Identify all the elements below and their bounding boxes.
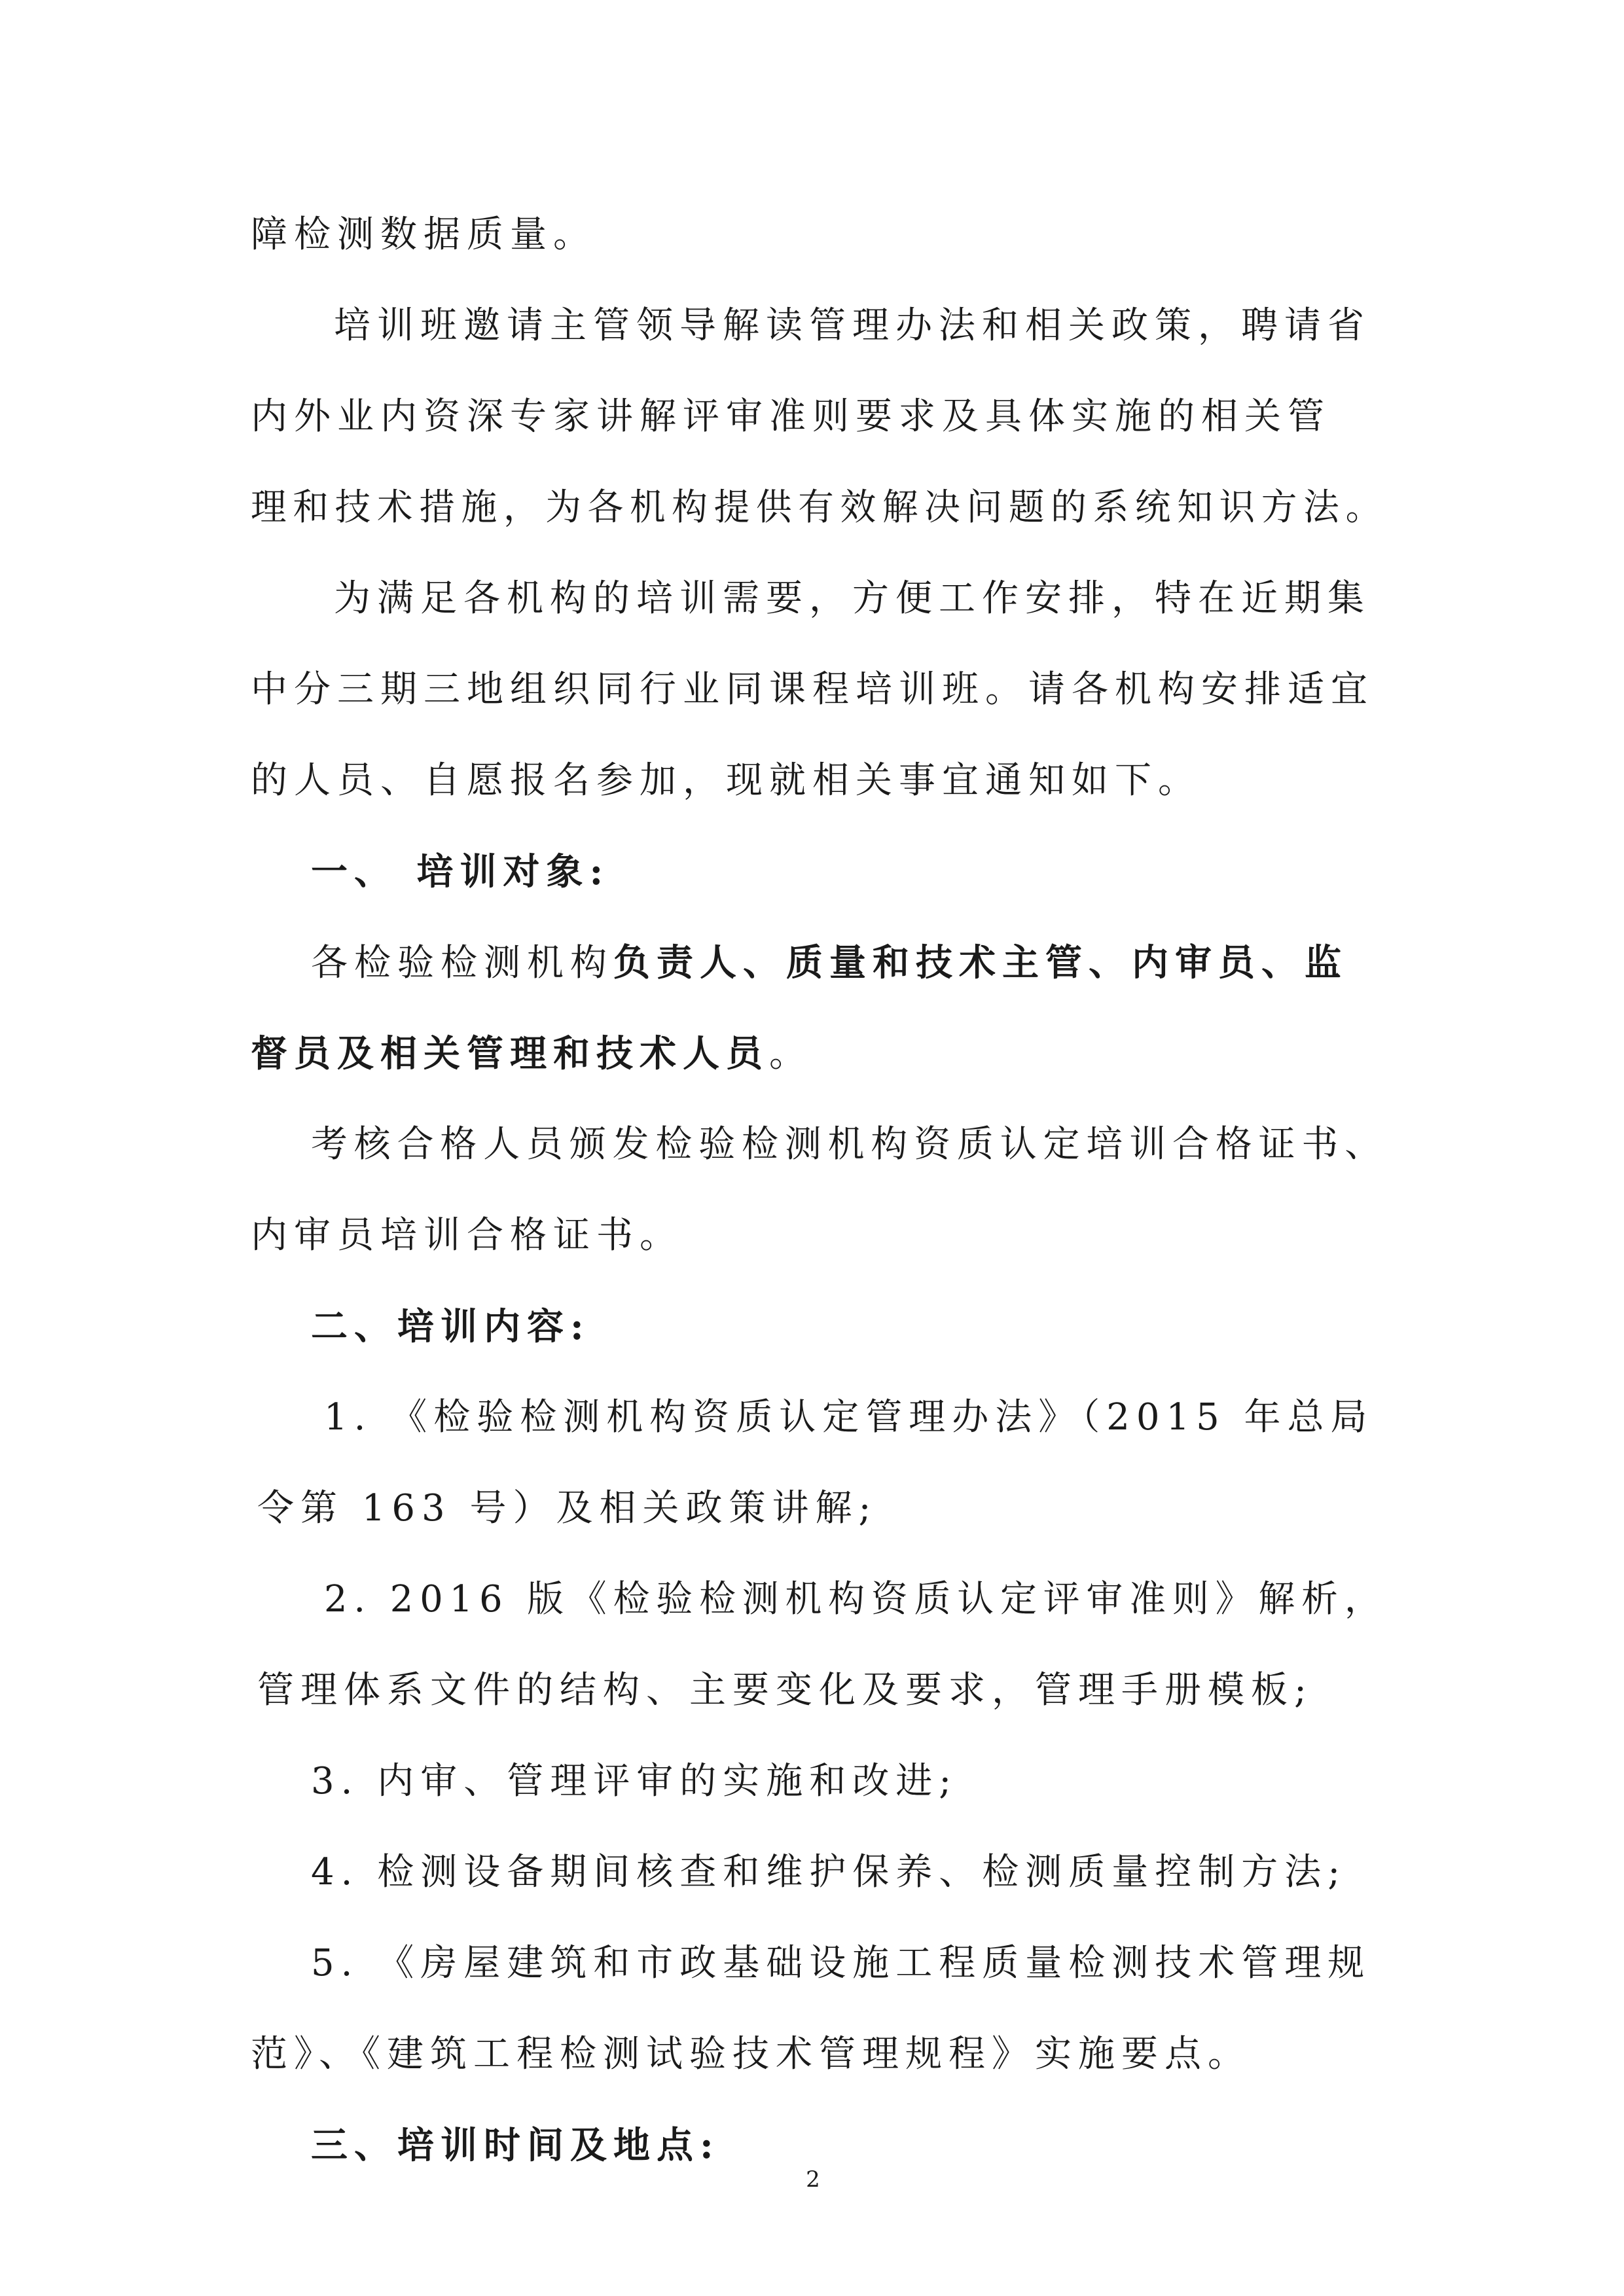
text-line	[311, 939, 1348, 986]
text-line	[334, 302, 1371, 350]
text-line	[311, 1121, 1388, 1168]
text-segment: 5. 《房屋建筑和市政基础设施工程质量检测技术管理规	[311, 1942, 1371, 1984]
text-segment: 内审员培训合格证书。	[251, 1214, 683, 1257]
text-line	[251, 484, 1388, 531]
text-segment: 各检验检测机构	[311, 942, 613, 984]
text-segment: 障检测数据质量。	[251, 213, 596, 256]
text-line	[251, 2031, 1251, 2078]
text-line	[257, 1485, 877, 1532]
text-line	[311, 1758, 958, 1805]
text-segment: 令第 163 号）及相关政策讲解;	[257, 1487, 878, 1530]
text-segment: 的人员、自愿报名参加，现就相关事宜通知如下。	[251, 759, 1201, 802]
text-segment: 为满足各机构的培训需要，方便工作安排，特在近期集	[334, 577, 1371, 620]
bold-text: 二、培训内容:	[311, 1305, 590, 1348]
bold-text: 负责人、质量和技术主管、内审员、监	[613, 941, 1348, 984]
page-number: 2	[806, 2166, 820, 2193]
text-segment: 3. 内审、管理评审的实施和改进;	[311, 1760, 958, 1803]
text-line	[324, 1576, 1388, 1623]
text-segment: 2. 2016 版《检验检测机构资质认定评审准则》解析，	[324, 1578, 1388, 1621]
text-segment: 管理体系文件的结构、主要变化及要求，管理手册模板;	[257, 1669, 1313, 1712]
text-line	[251, 666, 1374, 713]
text-line	[311, 2122, 720, 2169]
text-line	[251, 757, 1201, 804]
text-line	[311, 1849, 1346, 1896]
text-segment: 4. 检测设备期间核查和维护保养、检测质量控制方法;	[311, 1851, 1347, 1893]
text-segment: 考核合格人员颁发检验检测机构资质认定培训合格证书、	[311, 1123, 1388, 1166]
text-line	[311, 848, 609, 895]
bold-text: 三、培训时间及地点:	[311, 2124, 720, 2167]
text-segment: 范》、《建筑工程检测试验技术管理规程》实施要点。	[251, 2033, 1251, 2075]
text-segment: 培训班邀请主管领导解读管理办法和相关政策，聘请省	[334, 304, 1371, 347]
text-line	[251, 393, 1331, 440]
text-segment: 理和技术措施，为各机构提供有效解决问题的系统知识方法。	[251, 486, 1388, 529]
bold-text: 一、 培训对象:	[311, 850, 610, 893]
text-segment: 1. 《检验检测机构资质认定管理办法》（2015 年总局	[324, 1396, 1374, 1439]
text-line	[324, 1394, 1374, 1441]
text-line	[257, 1667, 1313, 1714]
text-line	[311, 1303, 590, 1350]
text-line	[311, 1940, 1371, 1987]
text-line	[251, 1030, 812, 1077]
text-line	[251, 211, 596, 259]
text-line	[251, 1212, 683, 1259]
text-segment: 。	[769, 1033, 812, 1075]
text-line	[334, 575, 1371, 622]
text-segment: 内外业内资深专家讲解评审准则要求及具体实施的相关管	[251, 395, 1331, 438]
bold-text: 督员及相关管理和技术人员	[251, 1032, 769, 1075]
text-segment: 中分三期三地组织同行业同课程培训班。请各机构安排适宜	[251, 668, 1374, 711]
